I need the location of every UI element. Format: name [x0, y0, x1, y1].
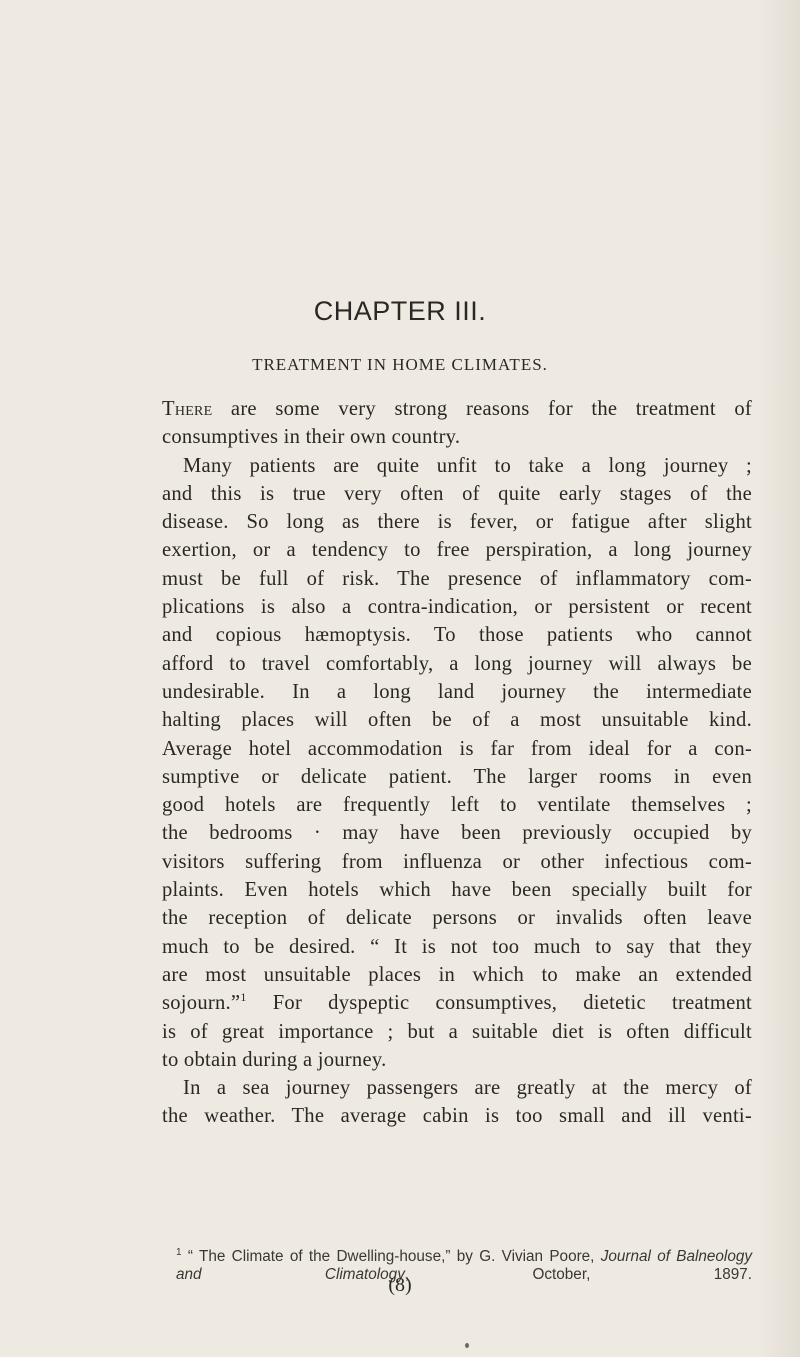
text-line: plaints. Even hotels which have been specially built for	[162, 879, 752, 902]
text-line: much to be desired. “ It is not too much to say that they	[162, 935, 752, 958]
page-edge-shadow	[758, 0, 800, 1357]
journal-title: Journal of Balneology and Climatology	[176, 1248, 752, 1284]
text-line: In a sea journey passengers are greatly at the mercy of	[183, 1077, 752, 1100]
text-line: is of great importance ; but a suitable diet is often difficult	[162, 1020, 752, 1043]
text-line: plications is also a contra-indication, or persistent or recent	[162, 596, 752, 619]
chapter-title: CHAPTER III.	[313, 296, 487, 326]
footnote-ref: 1	[240, 990, 247, 1005]
text-line: and this is true very often of quite early stages of the	[162, 482, 752, 505]
text-line: consumptives in their own country.	[162, 426, 461, 449]
text-line: undesirable. In a long land journey the intermediate	[162, 680, 752, 703]
text-line: Average hotel accommodation is far from ideal for a con-	[162, 737, 752, 760]
text-line: and copious hæmoptysis. To those patients who cannot	[162, 624, 752, 647]
text-line: the bedrooms · may have been previously occupied by	[162, 822, 752, 845]
chapter-subtitle: TREATMENT IN HOME CLIMATES.	[252, 355, 548, 374]
print-speck	[465, 1343, 469, 1348]
text-line: halting places will often be of a most unsuitable kind.	[162, 709, 752, 732]
text-line: good hotels are frequently left to ventilate themselves ;	[162, 794, 752, 817]
text-line: the reception of delicate persons or invalids often leave	[162, 907, 752, 930]
text-line: sumptive or delicate patient. The larger rooms in even	[162, 765, 752, 788]
page-number: (8)	[388, 1274, 412, 1296]
text-line: disease. So long as there is fever, or fatigue after slight	[162, 511, 752, 534]
text-line: to obtain during a journey.	[162, 1048, 387, 1071]
text-line: sojourn.”$^1$ For dyspeptic consumptives, dietetic treatment	[162, 990, 752, 1015]
body-text	[162, 395, 752, 1131]
text-line: are most unsuitable places in which to make an extended	[162, 963, 752, 986]
text-line: visitors suffering from influenza or other infectious com-	[162, 850, 752, 873]
text-line: the weather. The average cabin is too small and ill venti-	[162, 1105, 752, 1128]
text-line: must be full of risk. The presence of inflammatory com-	[162, 567, 752, 590]
text-line: exertion, or a tendency to free perspiration, a long journey	[162, 539, 752, 562]
text-line: afford to travel comfortably, a long journey will always be	[162, 652, 752, 675]
footnote-marker: 1	[176, 1247, 182, 1258]
text-line: Many patients are quite unfit to take a long journey ;	[183, 454, 752, 477]
text-line: There are some very strong reasons for the treatment of	[162, 398, 752, 420]
lead-word: There	[162, 398, 213, 420]
footnote-line: $^1$ “ The Climate of the Dwelling-house,” by G. Vivian Poore, Journal of Balneology and Climatology, October, 1897.	[176, 1247, 752, 1284]
